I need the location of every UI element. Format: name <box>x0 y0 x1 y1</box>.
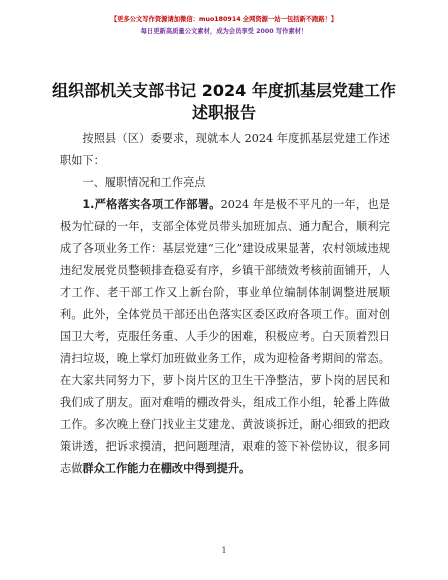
document-title <box>0 80 448 124</box>
paragraph-1-lead: 1.严格落实各项工作部署。 <box>82 198 221 211</box>
title-line-2: 述职报告 <box>191 103 256 122</box>
promo-banner-line-1: 【更多公文写作资源请加微信：muo180914 全网资源一站一包括新不跑路！】 <box>110 16 338 23</box>
document-body <box>60 128 390 480</box>
title-line-1: 组织部机关支部书记 2024 年度抓基层党建工作 <box>52 81 396 100</box>
page-number: 1 <box>221 546 227 555</box>
paragraph-1-text: 2024 年是极不平凡的一年，也是极为忙碌的一年，支部全体党员带头加班加点、通力配合，顺利完成了各项业务工作：基层党建“三化”建设成果显著，农村领域违规违纪发展党员整顿排查稳妥有序，乡镇干部绩效考核前面铺开，人才工作、老干部工作又上新台阶，事业单位编制体制调整进展顺利。此外，全体党员干部还出色落实区委区政府各项工作。面对创国卫大考，克服任务重、人手少的困难，积极应考。白天顶着烈日清扫垃圾，晚上掌灯加班做业务工作，成为迎检备考期间的常态。在大家共同努力下，萝卜岗片区的卫生干净整洁，萝卜岗的居民和我们成了朋友。面对难啃的棚改骨头，组成工作小组，轮番上阵做工作。多次晚上登门找业主艾建龙、黄波谈拆迁，耐心细致的把政策讲透，把诉求摸清，把问题理清，艰难的签下补偿协议，很多同志做 <box>60 198 390 475</box>
promo-banner <box>0 14 448 38</box>
paragraph-1 <box>60 194 390 480</box>
section-heading-1: 一、履职情况和工作亮点 <box>82 176 206 189</box>
paragraph-1-tail: 群众工作能力在棚改中得到提升。 <box>82 462 251 475</box>
intro-paragraph: 按照县（区）委要求，现就本人 2024 年度抓基层党建工作述职如下： <box>60 132 390 167</box>
promo-banner-line-2: 每日更新高质量公文素材，成为会员享受 2000 写作素材！ <box>140 28 308 35</box>
